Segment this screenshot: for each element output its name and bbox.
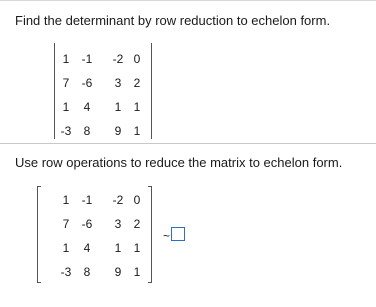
matrix-cell: 0: [133, 52, 141, 66]
matrix-cell: 1: [133, 265, 141, 279]
matrix-cell: 1: [133, 241, 141, 255]
matrix-cell: -3: [60, 265, 72, 279]
matrix-cell: 2: [133, 217, 141, 231]
instruction-prompt: Use row operations to reduce the matrix to echelon form.: [15, 155, 343, 170]
right-bracket: [151, 186, 152, 283]
matrix-cell: -1: [81, 193, 93, 207]
matrix-cell: 0: [133, 193, 141, 207]
section-divider: [0, 143, 376, 144]
matrix-cell: 1: [62, 100, 70, 114]
matrix-cell: -2: [112, 193, 124, 207]
matrix-cell: 1: [114, 241, 122, 255]
matrix-cell: 1: [114, 100, 122, 114]
answer-input-box[interactable]: [171, 227, 185, 241]
right-bracket-top: [148, 186, 152, 187]
matrix-cell: 1: [62, 193, 70, 207]
determinant-right-bar: [151, 43, 152, 139]
matrix-cell: 7: [62, 76, 70, 90]
matrix-cell: 1: [62, 241, 70, 255]
matrix-cell: 1: [133, 100, 141, 114]
left-bracket: [37, 186, 38, 283]
matrix-cell: 7: [62, 217, 70, 231]
left-bracket-bottom: [37, 282, 41, 283]
matrix-cell: 8: [83, 265, 91, 279]
matrix-cell: 4: [83, 100, 91, 114]
determinant-left-bar: [54, 43, 55, 139]
left-bracket-top: [37, 186, 41, 187]
matrix-cell: 1: [133, 124, 141, 138]
matrix-cell: 9: [114, 265, 122, 279]
matrix-cell: -6: [81, 76, 93, 90]
matrix-cell: 3: [114, 217, 122, 231]
row-equivalence-symbol: ~: [163, 229, 171, 243]
top-border: [0, 0, 376, 1]
question-prompt: Find the determinant by row reduction to echelon form.: [15, 13, 331, 28]
matrix-cell: 8: [83, 124, 91, 138]
matrix-cell: 4: [83, 241, 91, 255]
right-bracket-bottom: [148, 282, 152, 283]
matrix-cell: 3: [114, 76, 122, 90]
matrix-cell: 9: [114, 124, 122, 138]
matrix-cell: 1: [62, 52, 70, 66]
matrix-cell: -1: [81, 52, 93, 66]
matrix-cell: -2: [112, 52, 124, 66]
matrix-cell: -3: [60, 124, 72, 138]
matrix-cell: -6: [81, 217, 93, 231]
matrix-cell: 2: [133, 76, 141, 90]
